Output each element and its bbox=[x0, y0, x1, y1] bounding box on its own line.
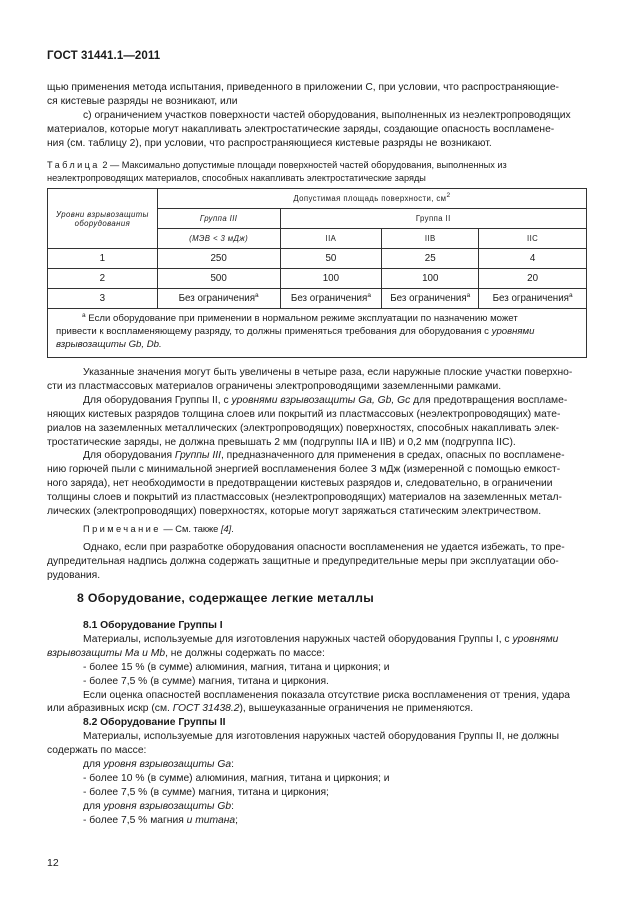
list-item: - более 15 % (в сумме) алюминия, магния, титана и циркония; и bbox=[83, 661, 390, 673]
table-cell: Без ограничения$^а$ bbox=[157, 289, 280, 309]
text-line: материалов, которые могут накапливать электростатические заряды, создающие опасность воспламене- bbox=[47, 123, 555, 135]
text-line: ного заряда), нет необходимости в предотвращении кистевых разрядов и, следовательно, в ограничении bbox=[47, 478, 553, 490]
text-line: взрывозащиты Ма и Mb, не должны содержать по массе: bbox=[47, 647, 325, 659]
text-line: Для оборудования Группы III, предназначенного для применения в средах, опасных по воспламене- bbox=[83, 450, 565, 462]
section-8-title: 8 Оборудование, содержащее легкие металлы bbox=[77, 591, 375, 605]
list-item: - более 7,5 % магния и титана; bbox=[83, 814, 238, 826]
header-subgroup-b: IIB bbox=[382, 229, 479, 249]
table-cell: 250 bbox=[157, 249, 280, 269]
table-cell: Без ограничения$^а$ bbox=[382, 289, 479, 309]
body-text bbox=[47, 366, 585, 583]
text-line: Однако, если при разработке оборудования опасности воспламенения не удается избежать, то пре- bbox=[83, 541, 565, 553]
subsection-title: 8.2 Оборудование Группы II bbox=[83, 717, 226, 729]
list-item: - более 10 % (в сумме) алюминия, магния, титана и циркония; и bbox=[83, 772, 390, 784]
text-line: лических (электропроводящих) поверхностях, которые могут заряжаться статическим электричеством. bbox=[47, 506, 542, 518]
table-cell: 1 bbox=[48, 249, 158, 269]
list-item: - более 7,5 % (в сумме) магния, титана и циркония; bbox=[83, 786, 329, 798]
header-subgroup-a: IIA bbox=[280, 229, 382, 249]
table-cell: 3 bbox=[48, 289, 158, 309]
intro-text bbox=[47, 81, 585, 151]
text-line: с) ограничением участков поверхности частей оборудования, выполненных из неэлектропроводящих bbox=[83, 109, 571, 121]
text-line: содержать по массе: bbox=[47, 745, 147, 757]
caption-word: Таблица bbox=[47, 160, 100, 170]
text-line: нию горючей пыли с минимальной энергией воспламенения более 3 мДж (измеренной с помощью емкост- bbox=[47, 464, 561, 476]
text-line: няющих кистевых разрядов толщина слоев или покрытий из пластмассовых (неэлектропроводящих) мате- bbox=[47, 408, 561, 420]
text-line: Указанные значения могут быть увеличены в четыре раза, если наружные плоские участки поверхно- bbox=[83, 367, 573, 378]
table-row bbox=[48, 289, 587, 309]
header-group-3: Группа III bbox=[157, 209, 280, 229]
text-line: толщины слоев и покрытий из пластмассовых (неэлектропроводящих) материалов на заземленных метал- bbox=[47, 492, 562, 504]
header-area: Допустимая площадь поверхности, $см^2$ bbox=[157, 189, 586, 209]
text-line: или абразивных искр (см. ГОСТ 31438.2), вышеуказанные ограничения не применяются. bbox=[47, 703, 474, 715]
text-line: сти из пластмассовых материалов ограничены электропроводящими заземленными рамками. bbox=[47, 380, 502, 392]
text-line: ся кистевые разряды не возникают, или bbox=[47, 95, 238, 107]
header-subgroup-c: IIC bbox=[479, 229, 587, 249]
table-cell: 100 bbox=[280, 269, 382, 289]
subsection-title: 8.1 Оборудование Группы I bbox=[83, 620, 223, 631]
text-line: дупредительная надпись должна содержать защитные и предупредительные меры при эксплуатации обо- bbox=[47, 555, 559, 567]
header-protection-level: Уровни взрывозащиты оборудования bbox=[48, 189, 158, 249]
header-group-2: Группа II bbox=[280, 209, 587, 229]
document-header: ГОСТ 31441.1—2011 bbox=[47, 50, 161, 62]
text-line: рудования. bbox=[47, 569, 101, 581]
table-cell: Без ограничения$^а$ bbox=[479, 289, 587, 309]
table-cell: 100 bbox=[382, 269, 479, 289]
table-row bbox=[48, 269, 587, 289]
table-cell: 2 bbox=[48, 269, 158, 289]
text-line: Если оценка опасностей воспламенения показала отсутствие риска воспламенения от трения, удара bbox=[83, 689, 570, 701]
table-cell: 25 bbox=[382, 249, 479, 269]
table-caption bbox=[47, 159, 587, 185]
text-line: Материалы, используемые для изготовления наружных частей оборудования Группы II, не должны bbox=[83, 731, 560, 743]
text-line: Для оборудования Группы II, с уровнями взрывозащиты Ga, Gb, Gc для предотвращения воспламе- bbox=[83, 394, 568, 406]
table-cell: 50 bbox=[280, 249, 382, 269]
list-item: для уровня взрывозащиты Gb: bbox=[83, 800, 234, 812]
caption-text: 2 — Максимально допустимые площади поверхностей частей оборудования, выполненных из bbox=[99, 160, 507, 170]
note-line: Примечание — См. также [4]. bbox=[83, 523, 234, 534]
text-line: тростатические заряды, не должна превышать 2 мм (подгруппы IIA и IIB) и 0,2 мм (подгруппа IIC). bbox=[47, 436, 516, 448]
list-item: - более 7,5 % (в сумме) магния, титана и циркония. bbox=[83, 675, 329, 687]
text-line: щью применения метода испытания, приведенного в приложении С, при условии, что распространяющие- bbox=[47, 82, 559, 93]
table-cell: 4 bbox=[479, 249, 587, 269]
text-line: риалов на заземленных металлических (электропроводящих) поверхностях, способных накапливать элек- bbox=[47, 422, 560, 434]
caption-text: неэлектропроводящих материалов, способных накапливать электростатические заряды bbox=[47, 173, 426, 183]
header-group-3-sub: (МЭВ < 3 мДж) bbox=[157, 229, 280, 249]
list-item: для уровня взрывозащиты Ga: bbox=[83, 759, 234, 771]
surface-area-table bbox=[47, 188, 587, 358]
table-footnote: $^а$ Если оборудование при применении в нормальном режиме эксплуатации по назначению может привести к воспламеняющему разряду, то должны применяться требования для оборудования с уровнями взрывозащиты Gb, Db. bbox=[48, 309, 587, 358]
table-cell: 500 bbox=[157, 269, 280, 289]
table-cell: Без ограничения$^а$ bbox=[280, 289, 382, 309]
page-number: 12 bbox=[47, 857, 59, 869]
table-row bbox=[48, 249, 587, 269]
table-cell: 20 bbox=[479, 269, 587, 289]
text-line: ния (см. таблицу 2), при условии, что распространяющиеся кистевые разряды не возникают. bbox=[47, 137, 492, 149]
section-8-text bbox=[47, 619, 585, 828]
text-line: Материалы, используемые для изготовления наружных частей оборудования Группы I, с уровнями bbox=[83, 633, 559, 645]
